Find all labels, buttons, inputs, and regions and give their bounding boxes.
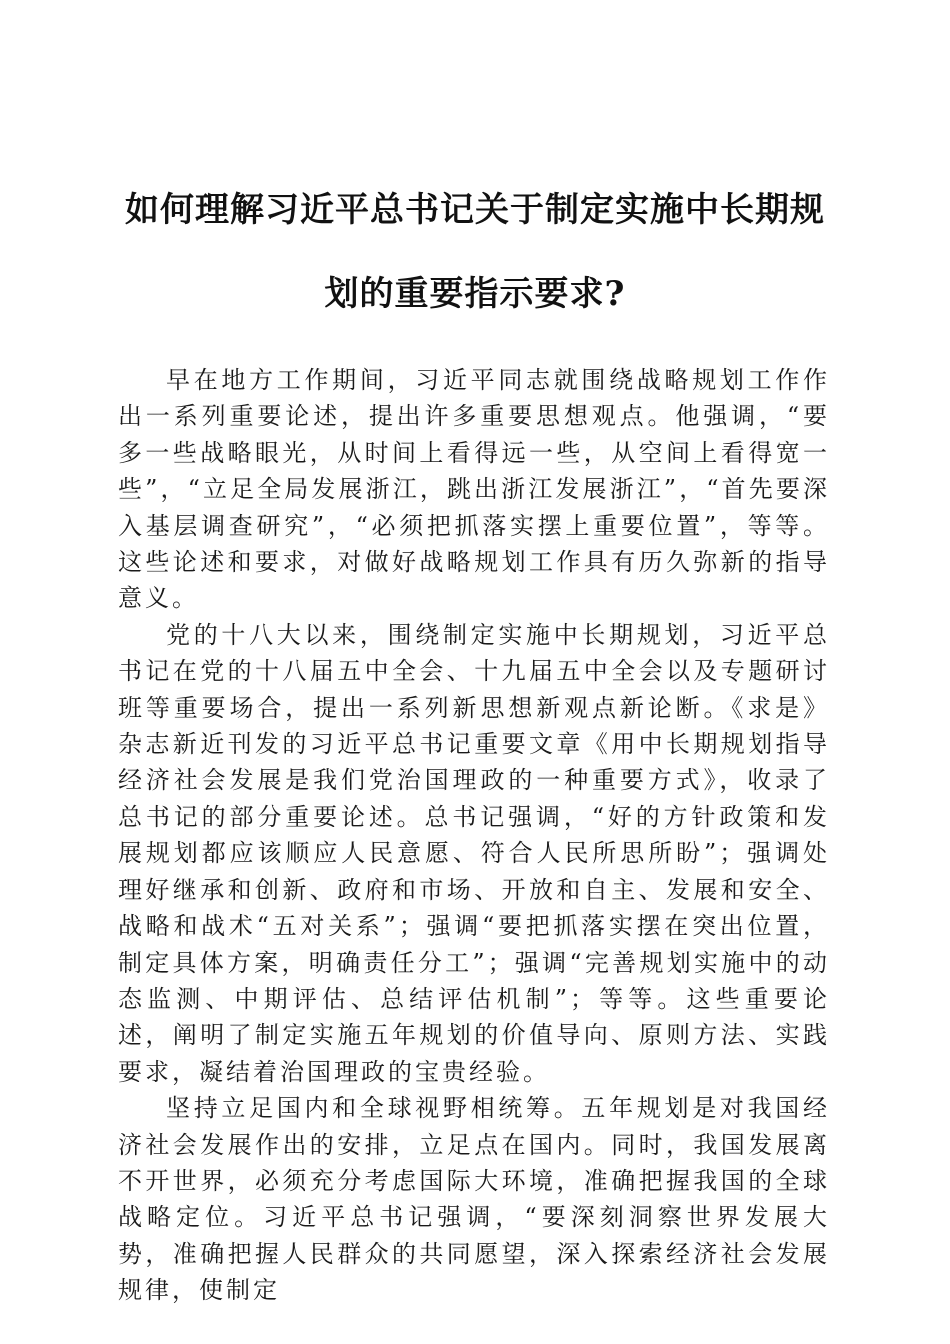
paragraph-2: 党的十八大以来，围绕制定实施中长期规划，习近平总书记在党的十八届五中全会、十九届五中全会以及专题研讨班等重要场合，提出一系列新思想新观点新论断。《求是》杂志新近刊发的习近平总书记重要文章《用中长期规划指导经济社会发展是我们党治国理政的一种重要方式》，收录了总书记的部分重要论述。总书记强调，“好的方针政策和发展规划都应该顺应人民意愿、符合人民所思所盼”；强调处理好继承和创新、政府和市场、开放和自主、发展和安全、战略和战术“五对关系”；强调“要把抓落实摆在突出位置，制定具体方案，明确责任分工”；强调“完善规划实施中的动态监测、中期评估、总结评估机制”；等等。这些重要论述，阐明了制定实施五年规划的价值导向、原则方法、实践要求，凝结着治国理政的宝贵经验。 xyxy=(118,620,830,1086)
document-body xyxy=(118,362,830,1309)
document-title: 如何理解习近平总书记关于制定实施中长期规划的重要指示要求? xyxy=(125,190,825,314)
paragraph-1: 早在地方工作期间，习近平同志就围绕战略规划工作作出一系列重要论述，提出许多重要思想观点。他强调，“要多一些战略眼光，从时间上看得远一些，从空间上看得宽一些”，“立足全局发展浙江，跳出浙江发展浙江”，“首先要深入基层调查研究”，“必须把抓落实摆上重要位置”，等等。这些论述和要求，对做好战略规划工作具有历久弥新的指导意义。 xyxy=(118,366,830,613)
paragraph-3: 坚持立足国内和全球视野相统筹。五年规划是对我国经济社会发展作出的安排，立足点在国内。同时，我国发展离不开世界，必须充分考虑国际大环境，准确把握我国的全球战略定位。习近平总书记强调，“要深刻洞察世界发展大势，准确把握人民群众的共同愿望，深入探索经济社会发展规律，使制定 xyxy=(118,1094,830,1305)
